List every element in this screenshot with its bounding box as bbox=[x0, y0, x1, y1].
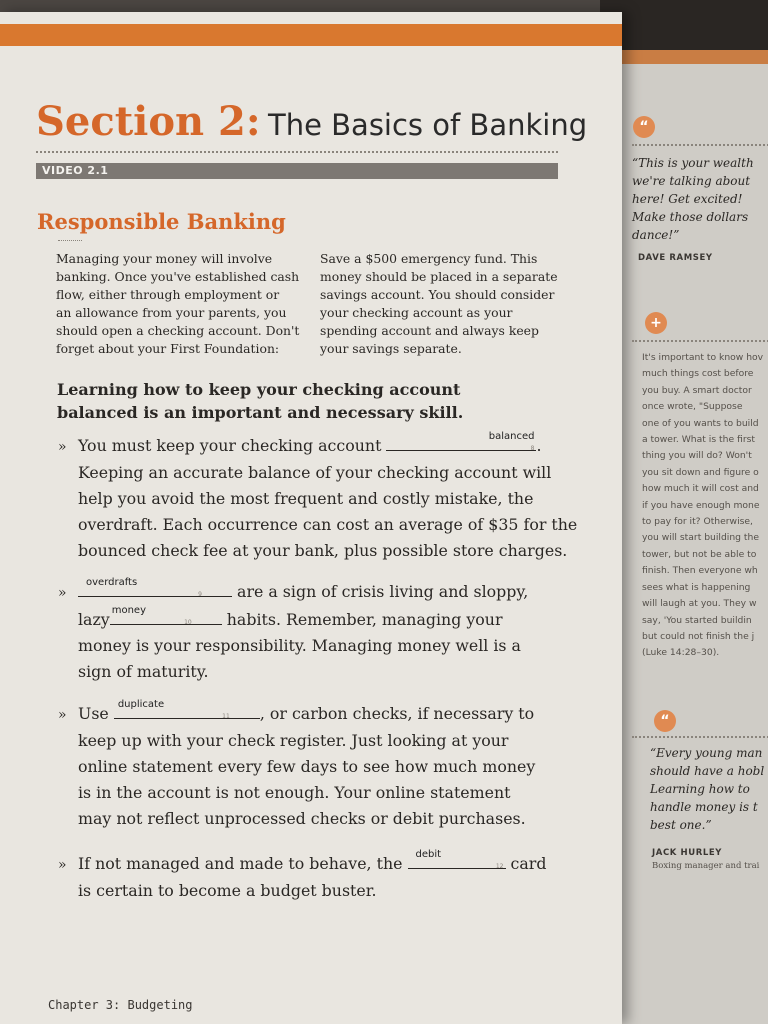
blank-number: 9 bbox=[198, 591, 202, 598]
quote-author: JACK HURLEY bbox=[652, 848, 723, 858]
note-line: tower, but not be able to bbox=[642, 548, 757, 560]
handwritten-answer: debit bbox=[415, 849, 442, 860]
bullet-marker-icon: » bbox=[58, 857, 67, 873]
sidebar-quote-ramsey bbox=[632, 154, 754, 244]
quote-author-role: Boxing manager and trai bbox=[652, 861, 760, 871]
sidebar-quote-hurley bbox=[650, 744, 764, 834]
bullet-line: online statement every few days to see how much money bbox=[78, 757, 536, 776]
bullet-text: You must keep your checking account bbox=[78, 436, 382, 455]
bullet-text: If not managed and made to behave, the bbox=[78, 854, 403, 873]
bullet-line bbox=[58, 700, 535, 728]
plus-icon: + bbox=[645, 312, 667, 334]
note-line: It's important to know hov bbox=[642, 352, 764, 363]
fill-in-blank[interactable] bbox=[408, 850, 506, 869]
note-line: but could not finish the j bbox=[642, 630, 755, 642]
blank-number: 11 bbox=[222, 713, 230, 720]
heading-divider bbox=[58, 240, 82, 241]
sidebar-divider bbox=[632, 340, 768, 342]
page-orange-top-bar bbox=[0, 24, 622, 46]
quote-author: DAVE RAMSEY bbox=[638, 253, 713, 263]
title-divider bbox=[36, 151, 558, 153]
quote-line: best one.” bbox=[650, 818, 712, 832]
bullet-marker-icon: » bbox=[58, 585, 67, 601]
intro-left-line: an allowance from your parents, you bbox=[56, 305, 287, 320]
bullet-line: help you avoid the most frequent and costly mistake, the bbox=[78, 489, 534, 508]
bullet-debit bbox=[58, 850, 546, 904]
handwritten-answer: overdrafts bbox=[86, 577, 138, 588]
note-line: to pay for it? Otherwise, bbox=[642, 516, 753, 528]
note-line: if you have enough mone bbox=[642, 499, 760, 511]
section-title: The Basics of Banking bbox=[268, 108, 588, 142]
bullet-text: , or carbon checks, if necessary to bbox=[259, 704, 535, 723]
intro-left-line: banking. Once you've established cash bbox=[56, 269, 300, 284]
bullet-line: Keeping an accurate balance of your checking account will bbox=[78, 463, 552, 482]
bullet-line: keep up with your check register. Just looking at your bbox=[78, 731, 509, 750]
intro-left-line: should open a checking account. Don't bbox=[56, 323, 300, 338]
lead-line: balanced is an important and necessary skill. bbox=[57, 403, 464, 422]
intro-right-line: savings account. You should consider bbox=[320, 287, 555, 302]
bullet-overdrafts bbox=[58, 578, 528, 685]
quote-icon: “ bbox=[654, 710, 676, 732]
workbook-page bbox=[0, 12, 622, 1024]
bullet-text: Use bbox=[78, 704, 109, 723]
intro-left-line: Managing your money will involve bbox=[56, 251, 273, 266]
bullet-line: bounced check fee at your bank, plus possible store charges. bbox=[78, 541, 568, 560]
bullet-marker-icon: » bbox=[58, 439, 67, 455]
note-line: (Luke 14:28–30). bbox=[642, 647, 720, 659]
quote-line: “This is your wealth bbox=[632, 156, 754, 170]
quote-line: here! Get excited! bbox=[632, 192, 743, 206]
note-line: finish. Then everyone wh bbox=[642, 565, 758, 577]
bullet-marker-icon: » bbox=[58, 707, 67, 723]
quote-line: we're talking about bbox=[632, 174, 751, 188]
quote-line: Make those dollars bbox=[632, 210, 749, 224]
intro-right-column bbox=[320, 250, 568, 358]
sidebar-note bbox=[642, 350, 763, 662]
intro-right-line: your savings separate. bbox=[320, 341, 462, 356]
quote-line: Learning how to bbox=[650, 782, 750, 796]
note-line: you will start building the bbox=[642, 532, 760, 544]
sidebar-divider bbox=[632, 144, 768, 146]
subsection-heading: Responsible Banking bbox=[37, 209, 286, 234]
note-line: thing you will do? Won't bbox=[642, 450, 752, 462]
quote-line: should have a hobl bbox=[650, 764, 765, 778]
note-line: you buy. A smart doctor bbox=[642, 384, 752, 396]
intro-left-column bbox=[56, 250, 308, 358]
lead-statement bbox=[57, 378, 463, 424]
page-footer: Chapter 3: Budgeting bbox=[48, 998, 193, 1012]
note-line: how much it will cost and bbox=[642, 483, 759, 495]
quote-line: “Every young man bbox=[650, 746, 763, 760]
note-line: you sit down and figure o bbox=[642, 466, 759, 478]
intro-left-line: forget about your First Foundation: bbox=[56, 341, 280, 356]
bullet-line: money is your responsibility. Managing money well is a bbox=[78, 636, 521, 655]
video-tag-bar bbox=[36, 163, 558, 179]
blank-number: 8 bbox=[530, 445, 535, 452]
section-label: Section 2: bbox=[36, 98, 261, 145]
video-tag: VIDEO 2.1 bbox=[42, 164, 109, 177]
note-line: one of you wants to build bbox=[642, 417, 759, 429]
blank-number: 10 bbox=[184, 619, 192, 626]
intro-left-line: flow, either through employment or bbox=[56, 287, 280, 302]
sidebar bbox=[622, 60, 768, 1024]
handwritten-answer: balanced bbox=[488, 431, 535, 442]
bullet-line: may not reflect unprocessed checks or debit purchases. bbox=[78, 809, 526, 828]
sidebar-divider bbox=[632, 736, 768, 738]
note-line: say, 'You started buildin bbox=[642, 614, 752, 626]
bullet-line: overdraft. Each occurrence can cost an average of $35 for the bbox=[78, 515, 578, 534]
bullet-text: lazy bbox=[78, 610, 110, 629]
blank-number: 12 bbox=[495, 863, 504, 870]
bullet-text: habits. Remember, managing your bbox=[226, 610, 503, 629]
quote-line: handle money is t bbox=[650, 800, 758, 814]
note-line: a tower. What is the first bbox=[642, 434, 755, 446]
intro-right-line: your checking account as your bbox=[320, 305, 513, 320]
quote-icon: “ bbox=[633, 116, 655, 138]
bullet-line: sign of maturity. bbox=[78, 662, 209, 681]
bullet-line bbox=[58, 432, 577, 460]
quote-line: dance!” bbox=[632, 228, 680, 242]
bullet-line: is in the account is not enough. Your online statement bbox=[78, 783, 511, 802]
note-line: once wrote, "Suppose bbox=[642, 401, 743, 413]
intro-right-line: Save a $500 emergency fund. This bbox=[320, 251, 538, 266]
bullet-line: is certain to become a budget buster. bbox=[78, 881, 377, 900]
note-line: much things cost before bbox=[642, 368, 754, 380]
fill-in-blank[interactable] bbox=[78, 578, 232, 597]
fill-in-blank[interactable] bbox=[386, 432, 536, 451]
bullet-text: . bbox=[536, 436, 542, 455]
fill-in-blank[interactable] bbox=[110, 606, 222, 625]
lead-line: Learning how to keep your checking account bbox=[57, 380, 461, 399]
intro-right-line: spending account and always keep bbox=[320, 323, 539, 338]
bullet-text: card bbox=[510, 854, 547, 873]
bullet-line bbox=[58, 850, 546, 878]
bullet-balanced bbox=[58, 432, 577, 564]
handwritten-answer: money bbox=[111, 605, 146, 616]
note-line: will laugh at you. They w bbox=[642, 598, 757, 610]
intro-right-line: money should be placed in a separate bbox=[320, 269, 558, 284]
handwritten-answer: duplicate bbox=[117, 699, 165, 710]
note-line: sees what is happening bbox=[642, 581, 751, 593]
bullet-line bbox=[58, 606, 528, 633]
fill-in-blank[interactable] bbox=[114, 700, 260, 719]
bullet-text: are a sign of crisis living and sloppy, bbox=[237, 582, 529, 601]
bullet-duplicate bbox=[58, 700, 535, 832]
